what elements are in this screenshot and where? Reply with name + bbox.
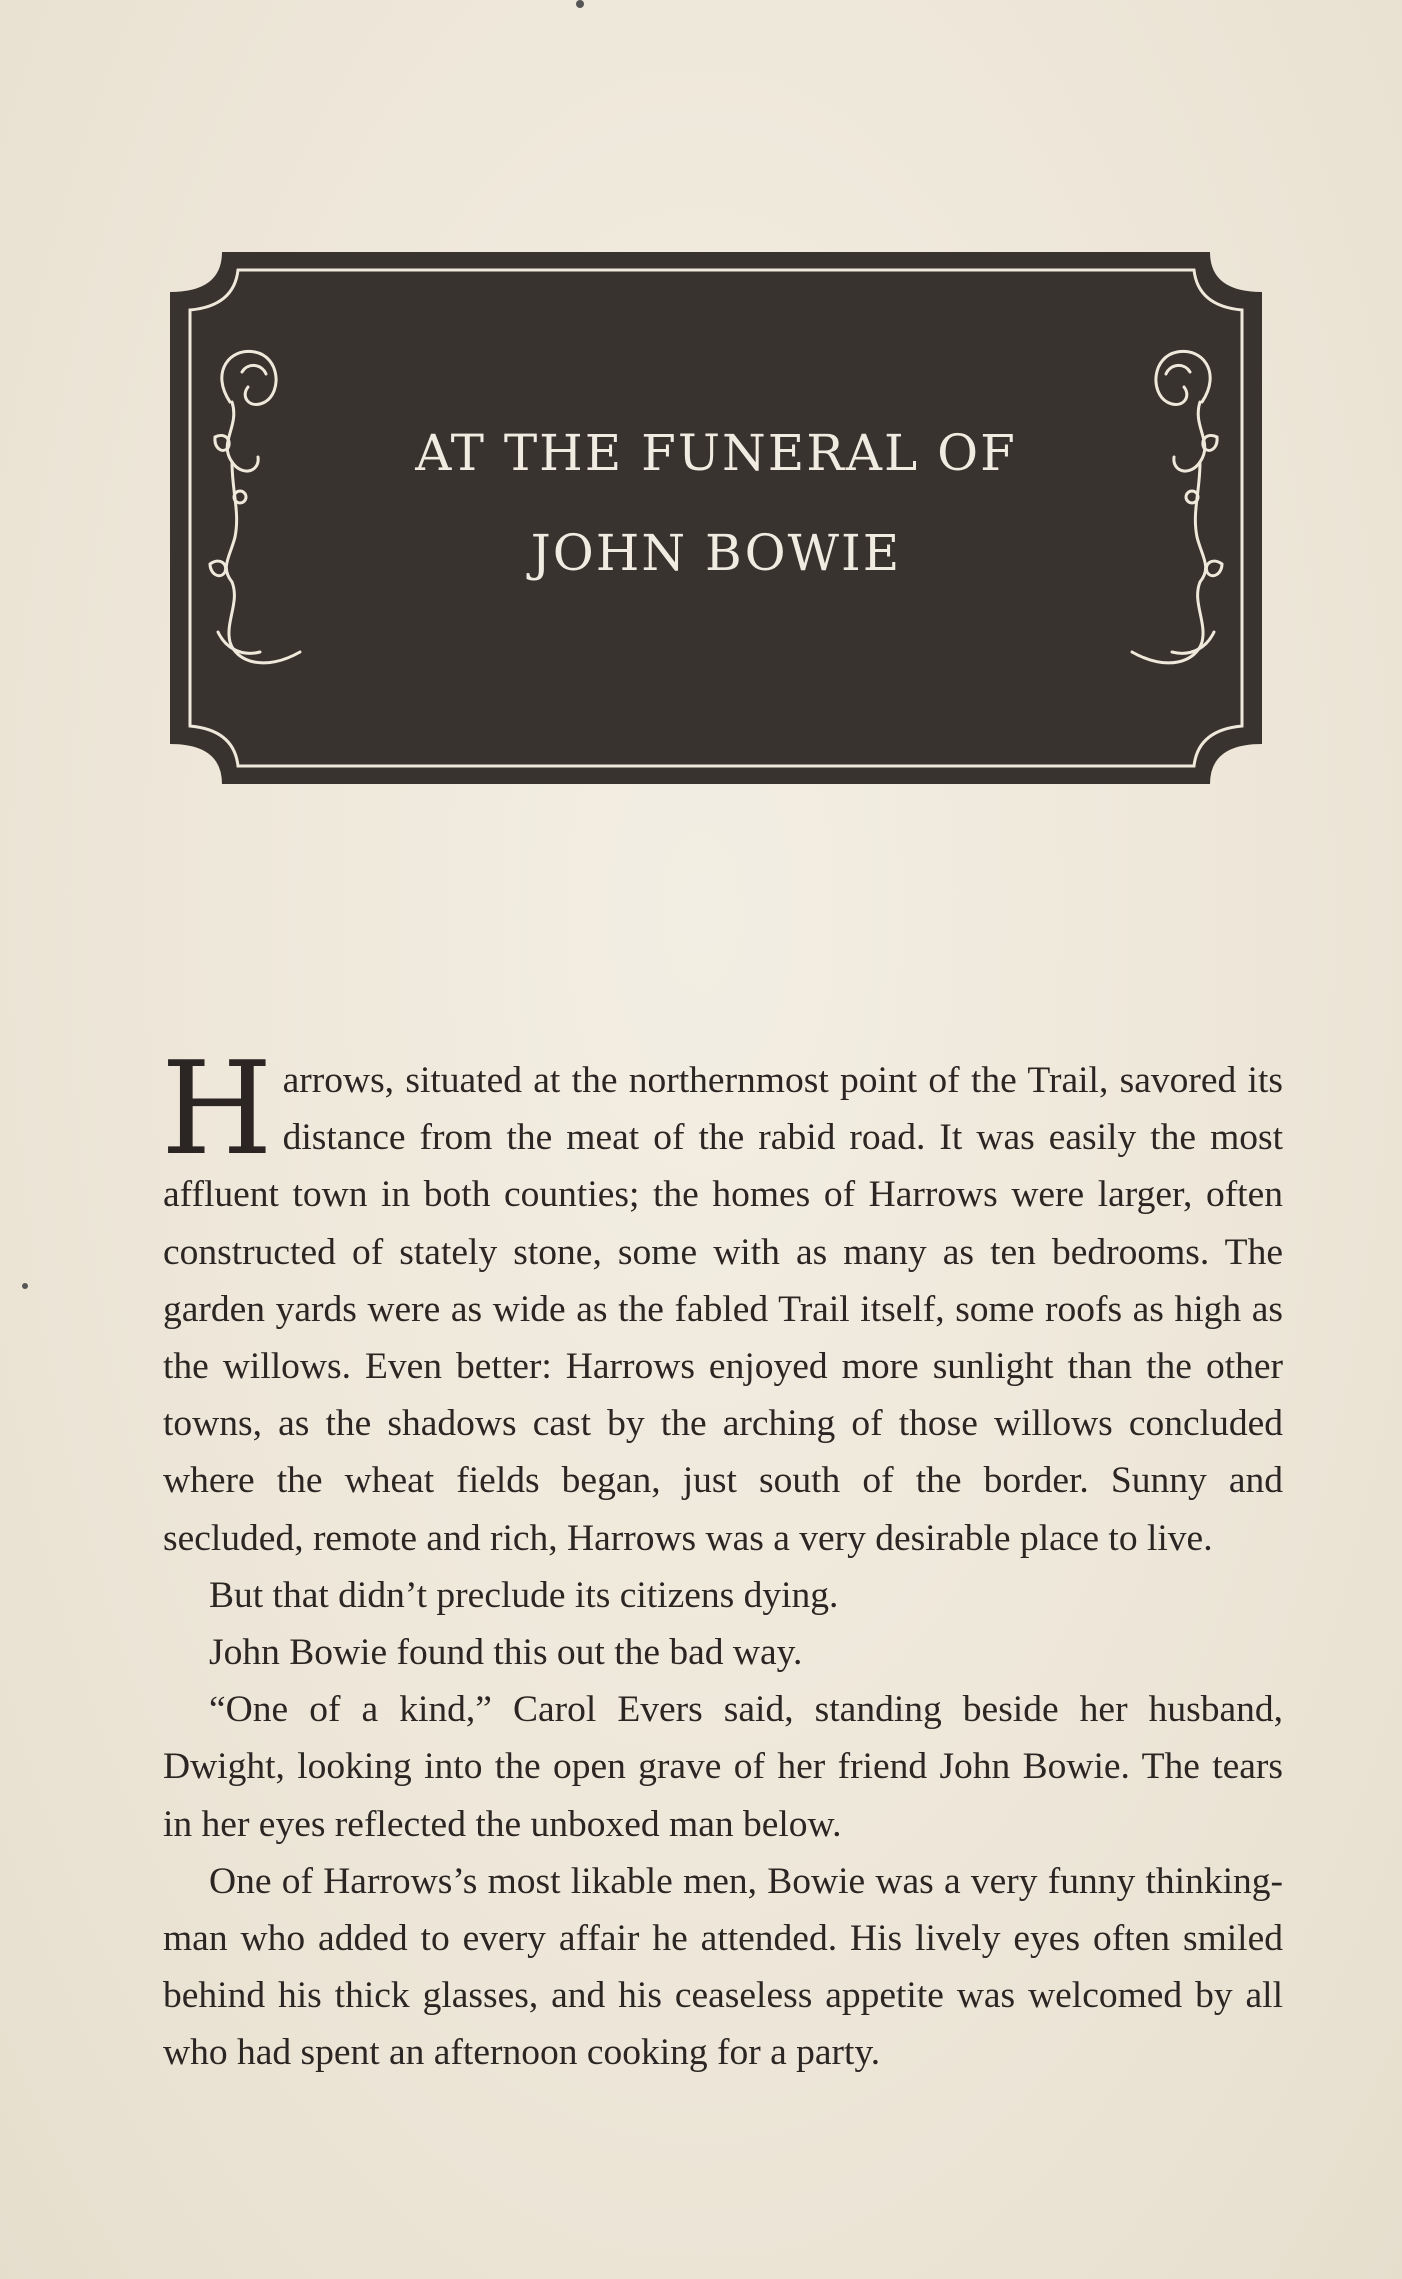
drop-cap: H — [161, 1035, 273, 1184]
ornamental-frame — [170, 252, 1262, 784]
paragraph-1-text: arrows, situated at the northernmost point of the Trail, savored its distance from the meat of the rabid road. It was easily the most affluent town in both counties; the homes of Harrows were larger, often constructed of stately stone, some with as many as ten bedrooms. The garden yards were as wide as the fabled Trail itself, some roofs as high as the willows. Even better: Harrows enjoyed more sunlight than the other towns, as the shadows cast by the arching of those willows concluded where the wheat fields began, just south of the border. Sunny and secluded, remote and rich, Harrows was a very desirable place to live. — [163, 1060, 1283, 1559]
paragraph-3: John Bowie found this out the bad way. — [209, 1632, 803, 1674]
paragraph-2: But that didn’t preclude its citizens dying. — [209, 1574, 839, 1616]
ink-speck — [576, 0, 584, 8]
chapter-body — [161, 1035, 1283, 2082]
paragraph-1 — [161, 1035, 1283, 1567]
ink-speck — [22, 1283, 28, 1289]
chapter-title-plate — [170, 252, 1262, 784]
chapter-title-line-1: AT THE FUNERAL OF — [415, 424, 1017, 482]
bleed-through-texture — [160, 190, 1270, 247]
paragraph-4: “One of a kind,” Carol Evers said, standing beside her husband, Dwight, looking into the open grave of her friend John Bowie. The tears in her eyes reflected the unboxed man below. — [163, 1689, 1283, 1845]
chapter-title-line-2: JOHN BOWIE — [530, 524, 902, 582]
paragraph-5: One of Harrows’s most likable men, Bowie was a very funny thinking-man who added to every affair he attended. His lively eyes often smiled behind his thick glasses, and his ceaseless appetite was welcomed by all who had spent an afternoon cooking for a party. — [163, 1860, 1283, 2074]
